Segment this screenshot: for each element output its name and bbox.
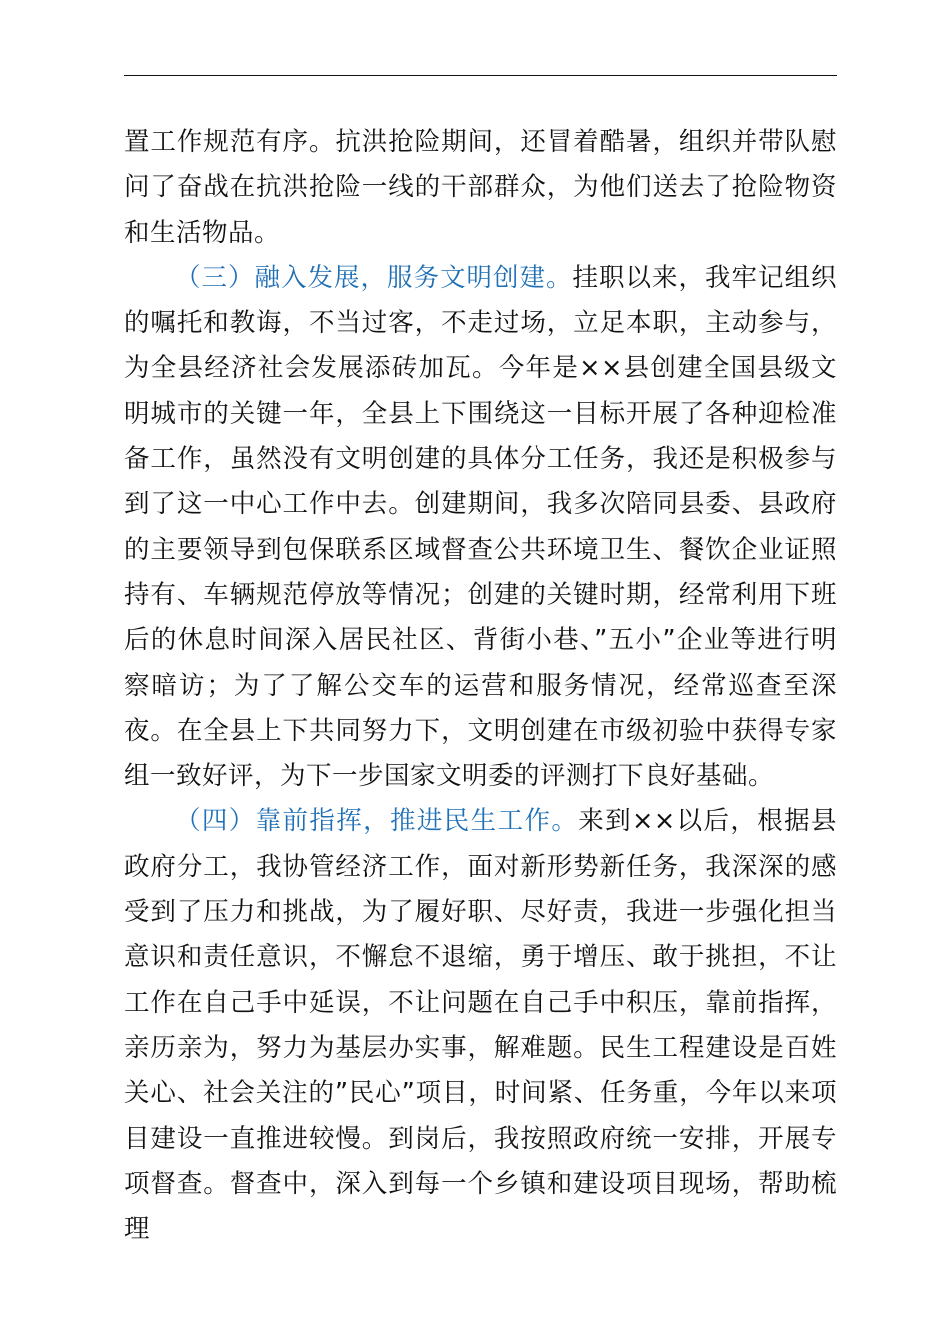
paragraph-continuation	[124, 120, 837, 256]
paragraph-text: 来到××以后，根据县政府分工，我协管经济工作，面对新形势新任务，我深深的感受到了压力和挑战，为了履好职、尽好责，我进一步强化担当意识和责任意识，不懈怠不退缩，勇于增压、敢于挑担，不让工作在自己手中延误，不让问题在自己手中积压，靠前指挥，亲历亲为，努力为基层办实事，解难题。民生工程建设是百姓关心、社会关注的”民心”项目，时间紧、任务重，今年以来项目建设一直推进较慢。到岗后，我按照政府统一安排，开展专项督查。督查中，深入到每一个乡镇和建设项目现场，帮助梳理	[124, 806, 837, 1245]
section-heading-four: （四）靠前指挥，推进民生工作。	[175, 806, 579, 837]
section-heading-three: （三）融入发展，服务文明创建。	[175, 262, 573, 293]
header-rule	[124, 75, 837, 76]
paragraph-section-three	[124, 256, 837, 800]
paragraph-section-four	[124, 799, 837, 1252]
document-body	[124, 120, 837, 1252]
paragraph-text: 置工作规范有序。抗洪抢险期间，还冒着酷暑，组织并带队慰问了奋战在抗洪抢险一线的干部群众，为他们送去了抢险物资和生活物品。	[124, 127, 837, 248]
paragraph-text: 挂职以来，我牢记组织的嘱托和教诲，不当过客，不走过场，立足本职，主动参与，为全县经济社会发展添砖加瓦。今年是××县创建全国县级文明城市的关键一年，全县上下围绕这一目标开展了各种迎检准备工作，虽然没有文明创建的具体分工任务，我还是积极参与到了这一中心工作中去。创建期间，我多次陪同县委、县政府的主要领导到包保联系区域督查公共环境卫生、餐饮企业证照持有、车辆规范停放等情况；创建的关键时期，经常利用下班后的休息时间深入居民社区、背街小巷、”五小”企业等进行明察暗访；为了了解公交车的运营和服务情况，经常巡查至深夜。在全县上下共同努力下，文明创建在市级初验中获得专家组一致好评，为下一步国家文明委的评测打下良好基础。	[124, 262, 837, 792]
